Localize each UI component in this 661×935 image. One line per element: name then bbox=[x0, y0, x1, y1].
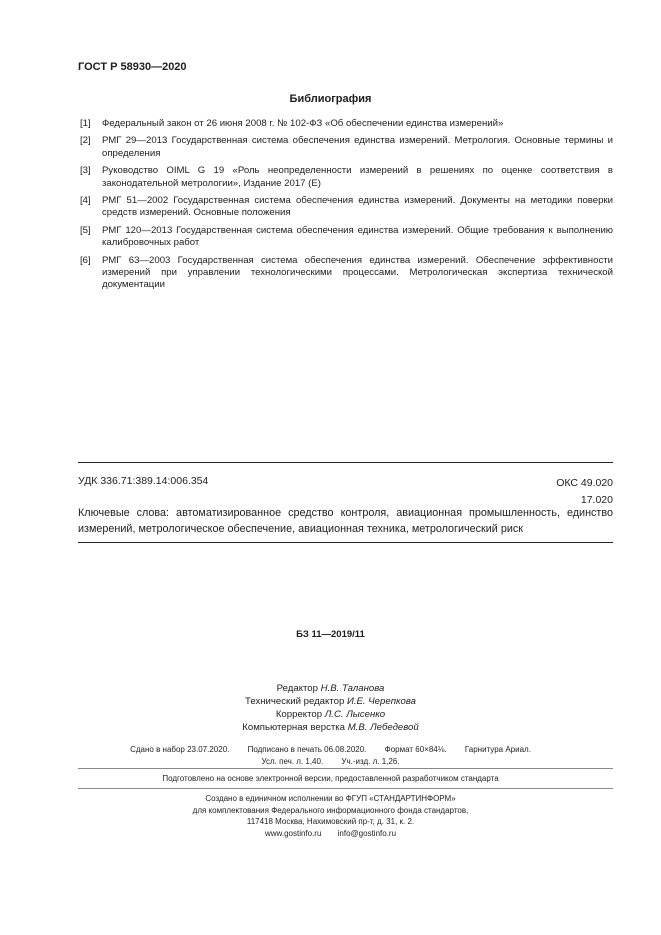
oks-code-primary: ОКС 49.020 bbox=[556, 477, 613, 489]
bibliography-item-number: [6] bbox=[80, 254, 91, 266]
signed-date: Подписано в печать 06.08.2020. bbox=[247, 745, 367, 754]
bibliography-item bbox=[80, 118, 613, 130]
bibliography-item-number: [4] bbox=[80, 195, 91, 207]
editor-label: Редактор bbox=[276, 683, 318, 694]
udk-code: УДК 336.71:389.14:006.354 bbox=[78, 475, 209, 487]
staff-credits bbox=[0, 682, 661, 734]
bibliography-item bbox=[80, 225, 613, 250]
print-info-line-2 bbox=[0, 756, 661, 768]
bibliography-item bbox=[80, 195, 613, 220]
corrector-label: Корректор bbox=[275, 709, 323, 720]
publisher-email[interactable]: info@gostinfo.ru bbox=[337, 828, 397, 838]
publication-sheets: Уч.-изд. л. 1,26. bbox=[341, 757, 400, 766]
standard-code: ГОСТ Р 58930—2020 bbox=[78, 61, 187, 73]
bottom-divider bbox=[78, 542, 613, 543]
typeset-date: Сдано в набор 23.07.2020. bbox=[130, 745, 230, 754]
tech-editor-label: Технический редактор bbox=[245, 696, 345, 707]
bibliography-item-number: [1] bbox=[80, 118, 91, 129]
bibliography-item-number: [2] bbox=[80, 135, 91, 147]
print-divider-1 bbox=[78, 768, 613, 769]
bibliography-item-text: РМГ 63—2003 Государственная система обеспечения единства измерений. Обеспечение эффективности измерений при управлении технологическими процессами. Метрологическая экспертиза технической документации bbox=[102, 254, 613, 291]
typeface: Гарнитура Ариал. bbox=[464, 745, 531, 754]
layout-name: М.В. Лебедевой bbox=[347, 722, 419, 733]
bibliography-item-text: Руководство OIML G 19 «Роль неопределенности измерений в решениях по оценке соответствия в законодательной метрологии», Издание 2017 (E) bbox=[102, 165, 613, 189]
editor-line bbox=[0, 682, 661, 695]
bibliography-item-text: РМГ 120—2013 Государственная система обеспечения единства измерений. Общие требования к выполнению калибровочных работ bbox=[102, 224, 613, 249]
bibliography-item-text: РМГ 29—2013 Государственная система обеспечения единства измерений. Метрология. Основные термины и определения bbox=[102, 135, 613, 159]
corrector-line bbox=[0, 708, 661, 721]
bibliography-item-text: Федеральный закон от 26 июня 2008 г. № 102-ФЗ «Об обеспечении единства измерений» bbox=[102, 118, 504, 129]
corrector-name: Л.С. Лысенко bbox=[324, 709, 386, 720]
bibliography-item-number: [5] bbox=[80, 224, 91, 236]
bibliography-list bbox=[80, 118, 613, 297]
publisher-line-1: Создано в единичном исполнении во ФГУП «СТАНДАРТИНФОРМ» bbox=[205, 794, 456, 803]
print-info-line-1 bbox=[0, 744, 661, 756]
tech-editor-name: И.Е. Черепкова bbox=[346, 696, 416, 707]
bibliography-item-text: РМГ 51—2002 Государственная система обеспечения единства измерений. Документы на методики поверки средств измерений. Основные положения bbox=[102, 195, 613, 219]
paper-format: Формат 60×84⅛. bbox=[384, 745, 447, 754]
bz-number: БЗ 11—2019/11 bbox=[296, 629, 365, 640]
layout-label: Компьютерная верстка bbox=[242, 722, 346, 733]
bibliography-item bbox=[80, 165, 613, 190]
publisher-website[interactable]: www.gostinfo.ru bbox=[264, 828, 322, 838]
tech-editor-line bbox=[0, 695, 661, 708]
publisher-line-2: для комплектования Федерального информационного фонда стандартов, bbox=[192, 805, 469, 815]
print-info bbox=[0, 744, 661, 768]
top-divider bbox=[78, 462, 613, 463]
bibliography-title: Библиография bbox=[289, 93, 372, 105]
oks-code-secondary: 17.020 bbox=[580, 494, 613, 506]
bibliography-item bbox=[80, 255, 613, 292]
publisher-address: 117418 Москва, Нахимовский пр-т, д. 31, к. 2. bbox=[246, 817, 415, 826]
editor-name: Н.В. Таланова bbox=[320, 683, 385, 694]
bibliography-item-number: [3] bbox=[80, 165, 91, 177]
oks-codes bbox=[556, 475, 613, 509]
keywords: Ключевые слова: автоматизированное средство контроля, авиационная промышленность, единство измерений, метрологическое обеспечение, авиационная техника, метрологический риск bbox=[78, 507, 613, 535]
print-divider-2 bbox=[78, 788, 613, 789]
bibliography-item bbox=[80, 135, 613, 160]
publisher-info bbox=[0, 793, 661, 839]
publisher-contacts bbox=[0, 828, 661, 840]
printed-sheets: Усл. печ. л. 1,40. bbox=[261, 757, 324, 766]
prepared-note: Подготовлено на основе электронной версии, предоставленной разработчиком стандарта bbox=[162, 774, 499, 783]
layout-line bbox=[0, 721, 661, 734]
